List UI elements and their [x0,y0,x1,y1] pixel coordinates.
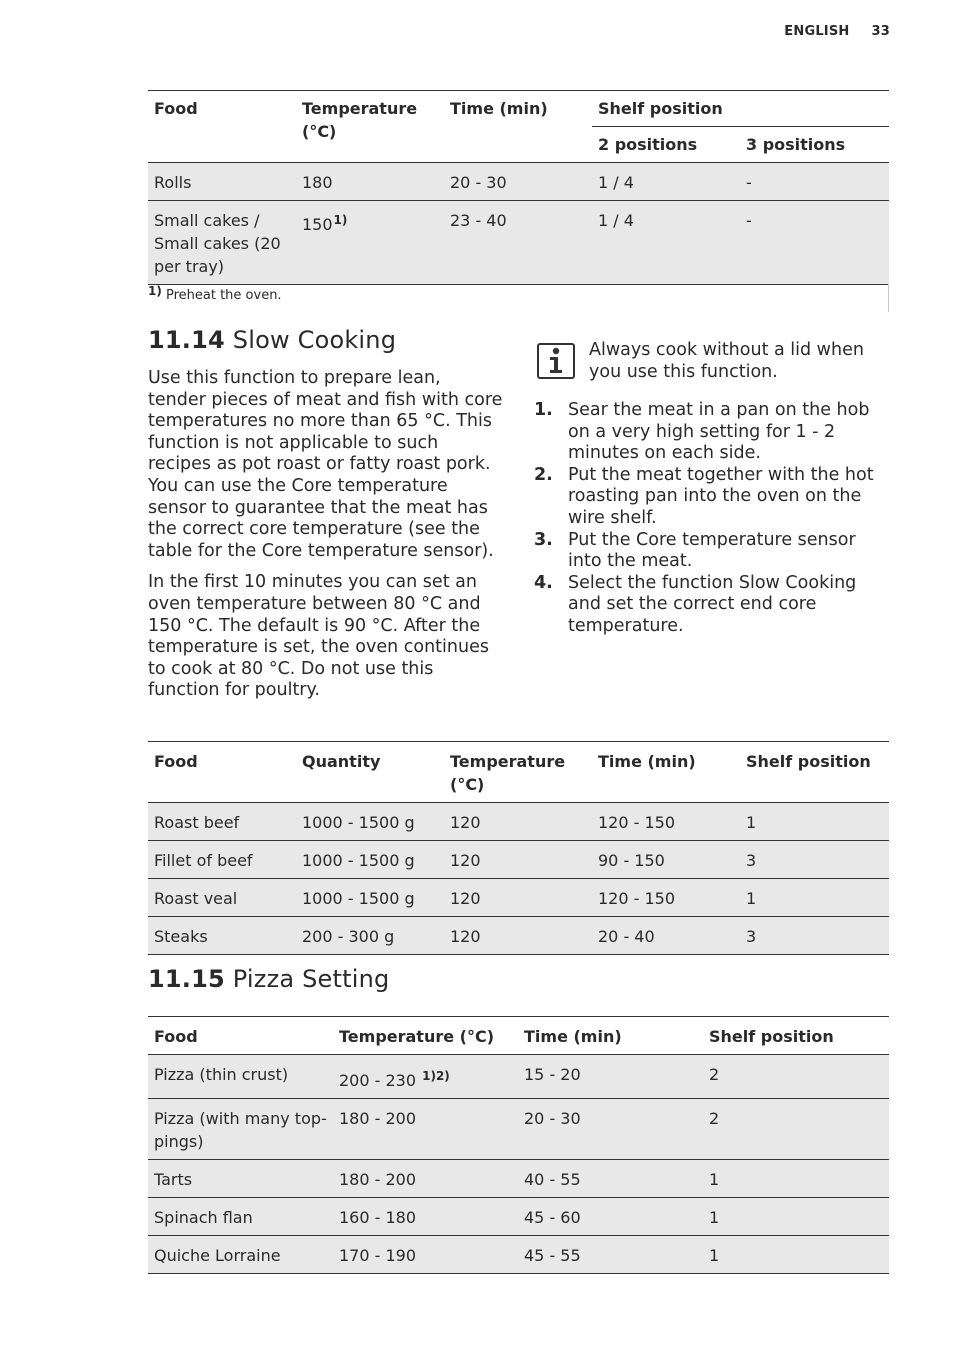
pizza-table [148,1016,889,1274]
steps-list [534,400,890,638]
cell-quantity: 200 - 300 g [302,927,395,946]
header-food: Food [148,742,296,803]
cell-time: 45 - 60 [524,1208,581,1227]
list-item [534,400,890,465]
cell-food: Steaks [154,927,208,946]
cell-food: Quiche Lorraine [154,1246,281,1265]
step-number: 1. [534,400,553,420]
cell-shelf: 1 [746,889,757,908]
footnote-ref: 1)2) [422,1069,450,1083]
table-row [148,1160,889,1198]
list-item [534,530,890,573]
header-time: Time (min) [592,742,740,803]
cell-3-positions: - [746,211,752,230]
cell-food: Spinach flan [154,1208,253,1227]
baking-table [148,90,889,285]
header-3-positions: 3 positions [740,127,889,163]
cell-shelf: 3 [746,927,757,946]
cell-shelf: 1 [746,813,757,832]
section-number: 11.14 [148,326,225,354]
footnote-text: Preheat the oven. [165,288,282,303]
header-food: Food [148,91,296,163]
table-row [148,879,889,917]
cell-time: 20 - 30 [524,1109,581,1128]
header-shelf-position: Shelf position [740,742,889,803]
paragraph: Use this function to prepare lean, tender pieces of meat and fish with core temperatures no more than 65 °C. This function is not applicable to such recipes as pot roast or fatty roast pork. You can use the Core temperature sensor to guarantee that the meat has the correct core temperature (see the table for the Core temperature sensor). [148,368,503,561]
cell-temperature: 120 [450,927,481,946]
cell-quantity: 1000 - 1500 g [302,813,415,832]
cell-food: Roast beef [154,813,240,832]
temperature-value: 180 [302,173,333,192]
info-icon [537,343,575,379]
info-note [537,340,889,383]
cell-food: Small cakes / Small cakes (20 per tray) [154,211,281,276]
footnote-ref: 1) [333,213,348,227]
cell-time: 90 - 150 [598,851,665,870]
header-time: Time (min) [444,91,592,163]
cell-temperature: 120 [450,813,481,832]
header-temperature: Temperature (°C) [444,742,592,803]
step-text: Select the function Slow Cooking and set the correct end core temperature. [568,572,857,636]
slow-cooking-table [148,741,889,955]
step-number: 4. [534,572,553,593]
cell-time: 120 - 150 [598,889,676,908]
cell-shelf: 1 [709,1170,720,1189]
header-time: Time (min) [518,1017,703,1055]
cell-food: Fillet of beef [154,851,253,870]
cell-temperature: 120 [450,851,481,870]
language-label: ENGLISH [784,24,850,39]
cell-time: 15 - 20 [524,1065,581,1084]
header-food: Food [148,1017,333,1055]
table-footnote [148,284,889,312]
info-note-text: Always cook without a lid when you use this function. [589,340,864,382]
cell-time: 120 - 150 [598,813,676,832]
cell-time: 40 - 55 [524,1170,581,1189]
footnote-mark: 1) [148,284,162,298]
cell-temperature: 160 - 180 [339,1208,417,1227]
cell-temperature [296,201,444,285]
step-number: 2. [534,464,553,485]
step-text: Put the meat together with the hot roasting pan into the oven on the wire shelf. [568,464,874,528]
page-number: 33 [871,24,890,39]
step-text: Put the Core temperature sensor into the meat. [568,529,856,572]
table-row [148,1055,889,1099]
table-row [148,841,889,879]
list-item [534,465,890,530]
section-heading-pizza-setting [148,965,389,993]
cell-3-positions: - [746,173,752,192]
table-row [148,917,889,955]
table-row [148,163,889,201]
header-temperature: Temperature (°C) [296,91,444,163]
paragraph: In the first 10 minutes you can set an oven temperature between 80 °C and 150 °C. The default is 90 °C. After the temperature is set, the oven continues to cook at 80 °C. Do not use this function for poultry. [148,572,489,701]
cell-temperature: 180 - 200 [339,1170,417,1189]
section-title: Pizza Setting [232,965,390,993]
section-heading-slow-cooking [148,326,396,354]
header-quantity: Quantity [296,742,444,803]
cell-time: 23 - 40 [450,211,507,230]
cell-food: Rolls [154,173,192,192]
cell-temperature: 180 - 200 [339,1109,417,1128]
table-row [148,1236,889,1274]
header-temperature: Temperature (°C) [333,1017,518,1055]
page-header [784,24,890,39]
step-text: Sear the meat in a pan on the hob on a very high setting for 1 - 2 minutes on each side. [568,400,870,464]
section-number: 11.15 [148,965,225,993]
list-item [534,573,890,638]
cell-time: 20 - 40 [598,927,655,946]
cell-shelf: 1 [709,1246,720,1265]
cell-temperature [333,1055,518,1099]
step-number: 3. [534,529,553,550]
cell-shelf: 3 [746,851,757,870]
table-row [148,1198,889,1236]
cell-food: Pizza (with many top-pings) [154,1109,327,1151]
table-row [148,803,889,841]
section-title: Slow Cooking [232,326,397,354]
temperature-value: 150 [302,215,333,234]
cell-food: Tarts [154,1170,193,1189]
table-row [148,1099,889,1160]
slow-cooking-description [148,368,503,712]
cell-time: 45 - 55 [524,1246,581,1265]
cell-food: Roast veal [154,889,238,908]
table-row [148,201,889,285]
cell-shelf: 1 [709,1208,720,1227]
cell-shelf: 2 [709,1109,720,1128]
cell-2-positions: 1 / 4 [598,173,634,192]
cell-temperature: 120 [450,889,481,908]
cell-temperature [296,163,444,201]
cell-shelf: 2 [709,1065,720,1084]
cell-2-positions: 1 / 4 [598,211,634,230]
header-shelf-position: Shelf position [703,1017,889,1055]
header-shelf-position: Shelf position [592,91,889,127]
cell-quantity: 1000 - 1500 g [302,851,415,870]
cell-time: 20 - 30 [450,173,507,192]
cell-quantity: 1000 - 1500 g [302,889,415,908]
header-2-positions: 2 positions [592,127,740,163]
temperature-value: 200 - 230 [339,1071,417,1090]
cell-food: Pizza (thin crust) [154,1065,289,1084]
cell-temperature: 170 - 190 [339,1246,417,1265]
